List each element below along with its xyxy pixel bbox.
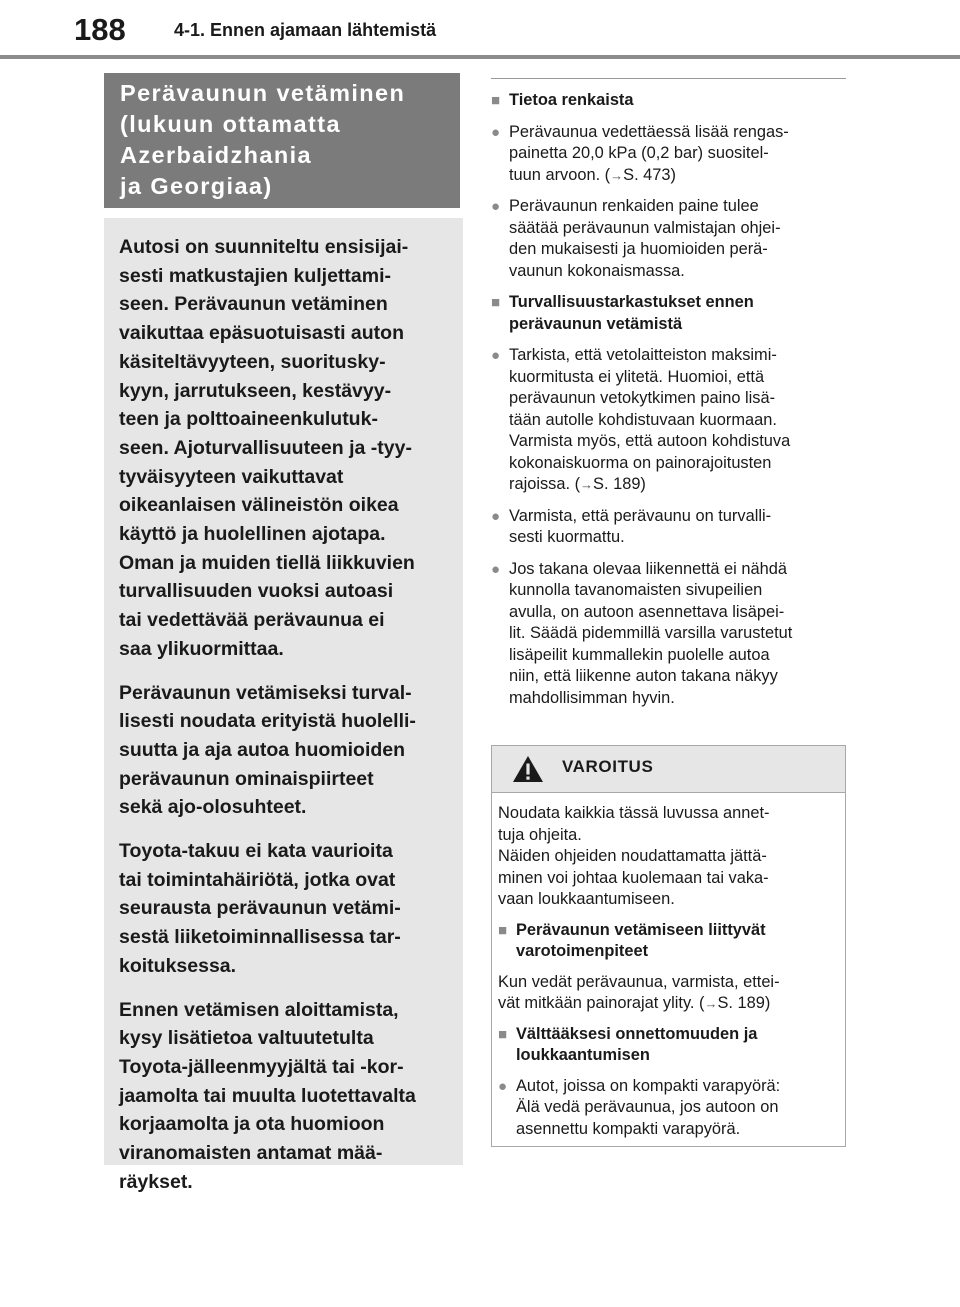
arrow-right-icon: →	[704, 996, 718, 1011]
arrow-right-icon: →	[580, 477, 594, 492]
text-line: turvallisuuden vuoksi autoasi	[119, 580, 394, 603]
text-line: Perävaunun vetämiseen liittyvät	[516, 920, 766, 939]
text-line: seurausta perävaunun vetämi-	[119, 897, 401, 920]
text-line: suutta ja aja autoa huomioiden	[119, 738, 406, 761]
text-line: sestä liiketoiminnallisessa tar-	[119, 926, 401, 949]
text-line: seen. Ajoturvallisuuteen ja -tyy-	[119, 436, 412, 459]
warning-subheading-avoid-accident	[498, 1024, 845, 1067]
text-line: vaunun kokonaismassa.	[509, 261, 685, 280]
page-reference-link[interactable]: S. 189)	[593, 475, 646, 493]
warning-header	[492, 746, 845, 793]
text-line: lit. Säädä pidemmillä varsilla varustetut	[509, 624, 793, 642]
column-rule	[491, 78, 846, 79]
right-column	[491, 78, 846, 719]
text-line: painetta 20,0 kPa (0,2 bar) suositel-	[509, 144, 769, 162]
text-line: tään autolle kohdistuvaan kuormaan.	[509, 410, 777, 429]
text-line: säätää perävaunun valmistajan ohjei-	[509, 218, 781, 237]
intro-paragraph	[119, 996, 453, 1197]
topic-title-line: ja Georgiaa)	[120, 173, 273, 199]
text-line: tuja ohjeita.	[498, 825, 582, 844]
text-line: perävaunun vetämistä	[509, 314, 683, 333]
section-title: 4-1. Ennen ajamaan lähtemistä	[174, 20, 437, 40]
text-line: loukkaantumisen	[516, 1046, 650, 1064]
text-line: Oman ja muiden tiellä liikkuvien	[119, 551, 415, 574]
text-line: koituksessa.	[119, 954, 237, 977]
square-bullet-icon: ■	[491, 92, 501, 109]
text-line: tai toimintahäiriötä, jotka ovat	[119, 868, 396, 891]
text-line: lisesti noudata erityistä huolelli-	[119, 710, 416, 733]
text-line: asennettu kompakti varapyörä.	[516, 1119, 741, 1138]
text-line: avulla, on autoon asennettava lisäpei-	[509, 602, 785, 621]
text-line: saa ylikuormittaa.	[119, 637, 284, 660]
text-line: jaamolta tai muulta luotettavalta	[119, 1084, 416, 1107]
intro-paragraph	[119, 679, 453, 823]
text-line: Noudata kaikkia tässä luvussa annet-	[498, 804, 770, 822]
text-line: perävaunun ominaispiirteet	[119, 767, 374, 790]
text-line: kunnolla tavanomaisten sivupeilien	[509, 581, 763, 599]
text-line: korjaamolta ja ota huomioon	[119, 1113, 385, 1136]
page-reference-link[interactable]: S. 473)	[623, 165, 676, 184]
text-line: kuormitusta ei ylitetä. Huomioi, että	[509, 367, 765, 386]
subheading-safety-checks	[491, 292, 846, 335]
text-line: Välttääksesi onnettomuuden ja	[516, 1024, 758, 1043]
circle-bullet-icon: ●	[498, 1077, 508, 1095]
text-line: kokonaiskuorma on painorajoitusten	[509, 453, 772, 472]
page-header	[0, 0, 960, 60]
text-line: Toyota-jälleenmyyjältä tai -kor-	[119, 1055, 404, 1078]
warning-subheading-precautions	[498, 920, 845, 963]
text-line: Perävaunun vetämiseksi turval-	[119, 681, 412, 704]
text-line: Jos takana olevaa liikennettä ei nähdä	[509, 559, 787, 578]
circle-bullet-icon: ●	[491, 507, 501, 525]
topic-title-line: Azerbaidzhania	[120, 142, 312, 168]
topic-title-line: (lukuun ottamatta	[120, 111, 341, 137]
text-line: Varmista, että perävaunu on turvalli-	[509, 506, 772, 525]
bullet-load-limits: ● Tarkista, että vetolaitteiston maksimi- kuormitusta ei ylitetä. Huomioi, että perävaunun vetokytkimen paino lisä- tään autolle kohdistuvaan kuormaan. Varmista myös, että autoon kohdistuva kokonaiskuorma on painorajoitusten rajoissa. (→S. 189)	[491, 345, 846, 496]
text-line: räykset.	[119, 1170, 193, 1193]
circle-bullet-icon: ●	[491, 198, 501, 215]
text-line: Kun vedät perävaunua, varmista, ettei-	[498, 972, 780, 991]
circle-bullet-icon: ●	[491, 560, 501, 578]
intro-paragraph	[119, 233, 453, 664]
warning-bullet-compact-spare	[498, 1076, 845, 1141]
bullet-tire-pressure: ● Perävaunua vedettäessä lisää rengas- painetta 20,0 kPa (0,2 bar) suositel- tuun arvoon. (→S. 473)	[491, 122, 846, 187]
text-line: käsiteltävyyteen, suoritusky-	[119, 350, 386, 373]
intro-box	[104, 218, 463, 1193]
text-line: Älä vedä perävaunua, jos autoon on	[516, 1098, 779, 1116]
warning-paragraph: Kun vedät perävaunua, varmista, ettei- vät mitkään painorajat ylity. (→S. 189)	[498, 972, 845, 1015]
text-line: sekä ajo-olosuhteet.	[119, 796, 307, 819]
topic-title-line: Perävaunun vetäminen	[120, 80, 406, 106]
page-reference-link[interactable]: S. 189)	[717, 994, 771, 1012]
warning-triangle-icon	[512, 755, 544, 783]
text-line: Turvallisuustarkastukset ennen	[509, 293, 754, 311]
warning-body	[492, 793, 845, 1140]
intro-paragraph	[119, 837, 453, 981]
page-number: 188	[74, 12, 126, 47]
topic-title-box	[104, 73, 460, 208]
text-line: kyyn, jarrutukseen, kestävyy-	[119, 379, 392, 402]
text-line: varotoimenpiteet	[516, 942, 649, 960]
text-line: teen ja polttoaineenkulutuk-	[119, 408, 378, 431]
text-line: niin, että liikenne auton takana näkyy	[509, 667, 778, 685]
text-line: sesti matkustajien kuljettami-	[119, 264, 392, 287]
text-line: Ennen vetämisen aloittamista,	[119, 998, 399, 1021]
circle-bullet-icon: ●	[491, 123, 501, 141]
text-line: Perävaunun renkaiden paine tulee	[509, 197, 759, 215]
text-line: Toyota-takuu ei kata vaurioita	[119, 840, 393, 863]
text-line: vaikuttaa epäsuotuisasti auton	[119, 322, 404, 345]
text-line: Varmista myös, että autoon kohdistuva	[509, 432, 791, 450]
text-line: käyttö ja huolellinen ajotapa.	[119, 523, 386, 546]
text-line: viranomaisten antamat mää-	[119, 1142, 383, 1165]
arrow-right-icon: →	[610, 167, 624, 183]
subheading-tire-info	[491, 90, 846, 112]
text-line: mahdollisimman hyvin.	[509, 688, 675, 707]
text-line: tai vedettävää perävaunua ei	[119, 609, 385, 632]
text-line: sesti kuormattu.	[509, 528, 625, 546]
bullet-trailer-tire	[491, 196, 846, 282]
warning-title: VAROITUS	[562, 757, 654, 776]
text-line: perävaunun vetokytkimen paino lisä-	[509, 389, 776, 407]
text-line: tyväisyyteen vaikuttavat	[119, 465, 344, 488]
square-bullet-icon: ■	[498, 1025, 508, 1043]
text-line: Perävaunua vedettäessä lisää rengas-	[509, 122, 789, 141]
text-line: vaan loukkaantumiseen.	[498, 890, 675, 908]
text-line: oikeanlaisen välineistön oikea	[119, 494, 399, 517]
circle-bullet-icon: ●	[491, 347, 501, 364]
bullet-secure-load	[491, 506, 846, 549]
square-bullet-icon: ■	[498, 921, 508, 939]
text-line: Tarkista, että vetolaitteiston maksimi-	[509, 346, 777, 364]
text-line: minen voi johtaa kuolemaan tai vaka-	[498, 868, 769, 887]
warning-box	[491, 745, 846, 1147]
text-line: Autot, joissa on kompakti varapyörä:	[516, 1076, 781, 1095]
text-line: seen. Perävaunun vetäminen	[119, 293, 388, 316]
square-bullet-icon: ■	[491, 294, 501, 311]
text-line: lisäpeilit kummallekin puolelle autoa	[509, 645, 770, 664]
text-line: kysy lisätietoa valtuutetulta	[119, 1027, 374, 1050]
warning-paragraph	[498, 803, 845, 911]
text-line: den mukaisesti ja huomioiden perä-	[509, 240, 768, 258]
bullet-mirrors	[491, 559, 846, 710]
text-line: Tietoa renkaista	[509, 91, 634, 109]
header-divider	[0, 55, 960, 59]
text-line: Näiden ohjeiden noudattamatta jättä-	[498, 847, 767, 865]
text-line: Autosi on suunniteltu ensisijai-	[119, 236, 409, 258]
